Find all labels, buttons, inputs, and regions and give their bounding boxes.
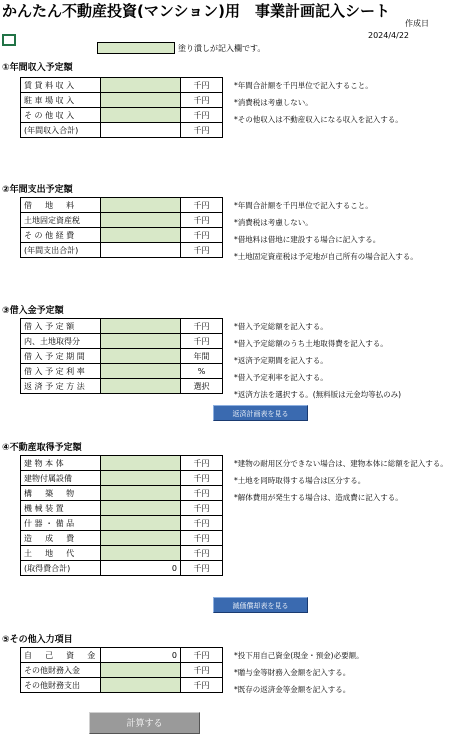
- row-label: (取得費合計): [21, 561, 101, 576]
- note-text: *既存の返済金等金額を記入する。: [234, 685, 351, 694]
- section-title-other: ⑤その他入力項目: [2, 635, 73, 645]
- section-title-expense: ②年間支出予定額: [2, 185, 73, 195]
- other-items-notes: [234, 647, 364, 698]
- table-row: [21, 678, 223, 693]
- unit-label: 千円: [181, 471, 223, 486]
- income-table: [20, 77, 223, 138]
- note-text: *消費税は考慮しない。: [234, 218, 313, 227]
- building-equipment-input[interactable]: [101, 471, 181, 486]
- acquisition-total-value: 0: [101, 561, 181, 576]
- unit-label: 千円: [181, 561, 223, 576]
- note-text: *解体費用が発生する場合は、造成費に記入する。: [234, 493, 403, 502]
- row-label: 什 器 ・ 備 品: [21, 516, 101, 531]
- section-title-loan: ③借入金予定額: [2, 306, 64, 316]
- row-label: (年間支出合計): [21, 243, 101, 258]
- repayment-method-select[interactable]: [101, 379, 181, 394]
- own-funds-value: 0: [101, 648, 181, 663]
- unit-label: 千円: [181, 213, 223, 228]
- row-label: その他財務支出: [21, 678, 101, 693]
- legend-text: 塗り潰しが記入欄です。: [178, 44, 266, 53]
- unit-label: 千円: [181, 319, 223, 334]
- note-text: *借入予定利率を記入する。: [234, 373, 328, 382]
- note-text: *借入予定総額を記入する。: [234, 322, 328, 331]
- other-items-table: [20, 647, 223, 693]
- note-text: *返済予定期間を記入する。: [234, 356, 328, 365]
- other-financial-expense-input[interactable]: [101, 678, 181, 693]
- fixtures-input[interactable]: [101, 516, 181, 531]
- table-row: [21, 228, 223, 243]
- table-row: [21, 349, 223, 364]
- note-text: *借地料は借地に建設する場合に記入する。: [234, 235, 381, 244]
- expense-total-value: [101, 243, 181, 258]
- note-text: *建物の耐用区分できない場合は、建物本体に総額を記入する。: [234, 459, 448, 468]
- unit-label: 千円: [181, 531, 223, 546]
- rent-income-input[interactable]: [101, 78, 181, 93]
- unit-label: 千円: [181, 501, 223, 516]
- income-total-value: [101, 123, 181, 138]
- row-label: 土 地 代: [21, 546, 101, 561]
- row-label: そ の 他 経 費: [21, 228, 101, 243]
- row-label: 造 成 費: [21, 531, 101, 546]
- calculate-button[interactable]: 計算する: [89, 712, 200, 734]
- land-development-input[interactable]: [101, 531, 181, 546]
- row-label: 建物付属設備: [21, 471, 101, 486]
- page-title: かんたん不動産投資(マンション)用 事業計画記入シート: [2, 2, 391, 20]
- table-row: [21, 379, 223, 394]
- row-label: 機 械 装 置: [21, 501, 101, 516]
- table-row: [21, 501, 223, 516]
- note-text: *投下用自己資金(現金・預金)必要額。: [234, 651, 364, 660]
- unit-label: 千円: [181, 678, 223, 693]
- row-label: 借 入 予 定 額: [21, 319, 101, 334]
- building-cost-input[interactable]: [101, 456, 181, 471]
- unit-label: 千円: [181, 334, 223, 349]
- land-tax-input[interactable]: [101, 213, 181, 228]
- row-label: 自 己 資 金: [21, 648, 101, 663]
- land-loan-portion-input[interactable]: [101, 334, 181, 349]
- table-row: [21, 531, 223, 546]
- cell-selection-cursor[interactable]: [2, 34, 16, 46]
- structures-input[interactable]: [101, 486, 181, 501]
- unit-label: %: [181, 364, 223, 379]
- unit-label: 千円: [181, 648, 223, 663]
- unit-label: 千円: [181, 456, 223, 471]
- parking-income-input[interactable]: [101, 93, 181, 108]
- table-row: [21, 471, 223, 486]
- table-row: [21, 243, 223, 258]
- table-row: [21, 364, 223, 379]
- table-row: [21, 663, 223, 678]
- unit-label: 千円: [181, 198, 223, 213]
- unit-label: 千円: [181, 663, 223, 678]
- loan-notes: [234, 318, 401, 403]
- unit-label: 選択: [181, 379, 223, 394]
- table-row: [21, 334, 223, 349]
- row-label: 借 入 予 定 利 率: [21, 364, 101, 379]
- row-label: 返 済 予 定 方 法: [21, 379, 101, 394]
- expense-notes: [234, 197, 418, 265]
- note-text: *その他収入は不動産収入になる収入を記入する。: [234, 115, 403, 124]
- loan-table: [20, 318, 223, 394]
- table-row: [21, 93, 223, 108]
- row-label: 内、土地取得分: [21, 334, 101, 349]
- depreciation-schedule-button[interactable]: 減価償却表を見る: [213, 597, 308, 613]
- land-lease-input[interactable]: [101, 198, 181, 213]
- loan-term-input[interactable]: [101, 349, 181, 364]
- table-row: [21, 546, 223, 561]
- table-row: [21, 123, 223, 138]
- section-title-acquisition: ④不動産取得予定額: [2, 443, 82, 453]
- created-date: 2024/4/22: [368, 31, 410, 40]
- table-row: [21, 648, 223, 663]
- note-text: *年間合計額を千円単位で記入すること。: [234, 81, 373, 90]
- note-text: *土地固定資産税は予定地が自己所有の場合記入する。: [234, 252, 418, 261]
- unit-label: 千円: [181, 516, 223, 531]
- row-label: 土地固定資産税: [21, 213, 101, 228]
- table-row: [21, 213, 223, 228]
- income-notes: [234, 77, 403, 128]
- table-row: [21, 561, 223, 576]
- machinery-input[interactable]: [101, 501, 181, 516]
- unit-label: 千円: [181, 108, 223, 123]
- row-label: 構 築 物: [21, 486, 101, 501]
- note-text: *贈与金等財務入金額を記入する。: [234, 668, 351, 677]
- row-label: 借 地 料: [21, 198, 101, 213]
- unit-label: 千円: [181, 123, 223, 138]
- legend-fill-sample: [97, 42, 175, 54]
- acquisition-table: [20, 455, 223, 576]
- unit-label: 千円: [181, 78, 223, 93]
- table-row: [21, 108, 223, 123]
- note-text: *土地を同時取得する場合は区分する。: [234, 476, 366, 485]
- row-label: その他財務入金: [21, 663, 101, 678]
- other-income-input[interactable]: [101, 108, 181, 123]
- unit-label: 千円: [181, 243, 223, 258]
- row-label: 賃 貸 料 収 入: [21, 78, 101, 93]
- row-label: 駐 車 場 収 入: [21, 93, 101, 108]
- loan-amount-input[interactable]: [101, 319, 181, 334]
- interest-rate-input[interactable]: [101, 364, 181, 379]
- table-row: [21, 198, 223, 213]
- row-label: 借 入 予 定 期 間: [21, 349, 101, 364]
- created-date-label: 作成日: [405, 19, 429, 28]
- acquisition-notes: [234, 455, 448, 506]
- table-row: [21, 319, 223, 334]
- note-text: *返済方法を選択する。(無料版は元金均等払のみ): [234, 390, 402, 399]
- other-financial-income-input[interactable]: [101, 663, 181, 678]
- table-row: [21, 516, 223, 531]
- unit-label: 年間: [181, 349, 223, 364]
- note-text: *借入予定総額のうち土地取得費を記入する。: [234, 339, 388, 348]
- unit-label: 千円: [181, 486, 223, 501]
- land-cost-input[interactable]: [101, 546, 181, 561]
- table-row: [21, 486, 223, 501]
- note-text: *年間合計額を千円単位で記入すること。: [234, 201, 373, 210]
- table-row: [21, 78, 223, 93]
- other-expense-input[interactable]: [101, 228, 181, 243]
- note-text: *消費税は考慮しない。: [234, 98, 313, 107]
- table-row: [21, 456, 223, 471]
- expense-table: [20, 197, 223, 258]
- row-label: そ の 他 収 入: [21, 108, 101, 123]
- unit-label: 千円: [181, 228, 223, 243]
- unit-label: 千円: [181, 546, 223, 561]
- section-title-income: ①年間収入予定額: [2, 63, 73, 73]
- unit-label: 千円: [181, 93, 223, 108]
- row-label: 建 物 本 体: [21, 456, 101, 471]
- repayment-schedule-button[interactable]: 返済計画表を見る: [213, 405, 308, 421]
- row-label: (年間収入合計): [21, 123, 101, 138]
